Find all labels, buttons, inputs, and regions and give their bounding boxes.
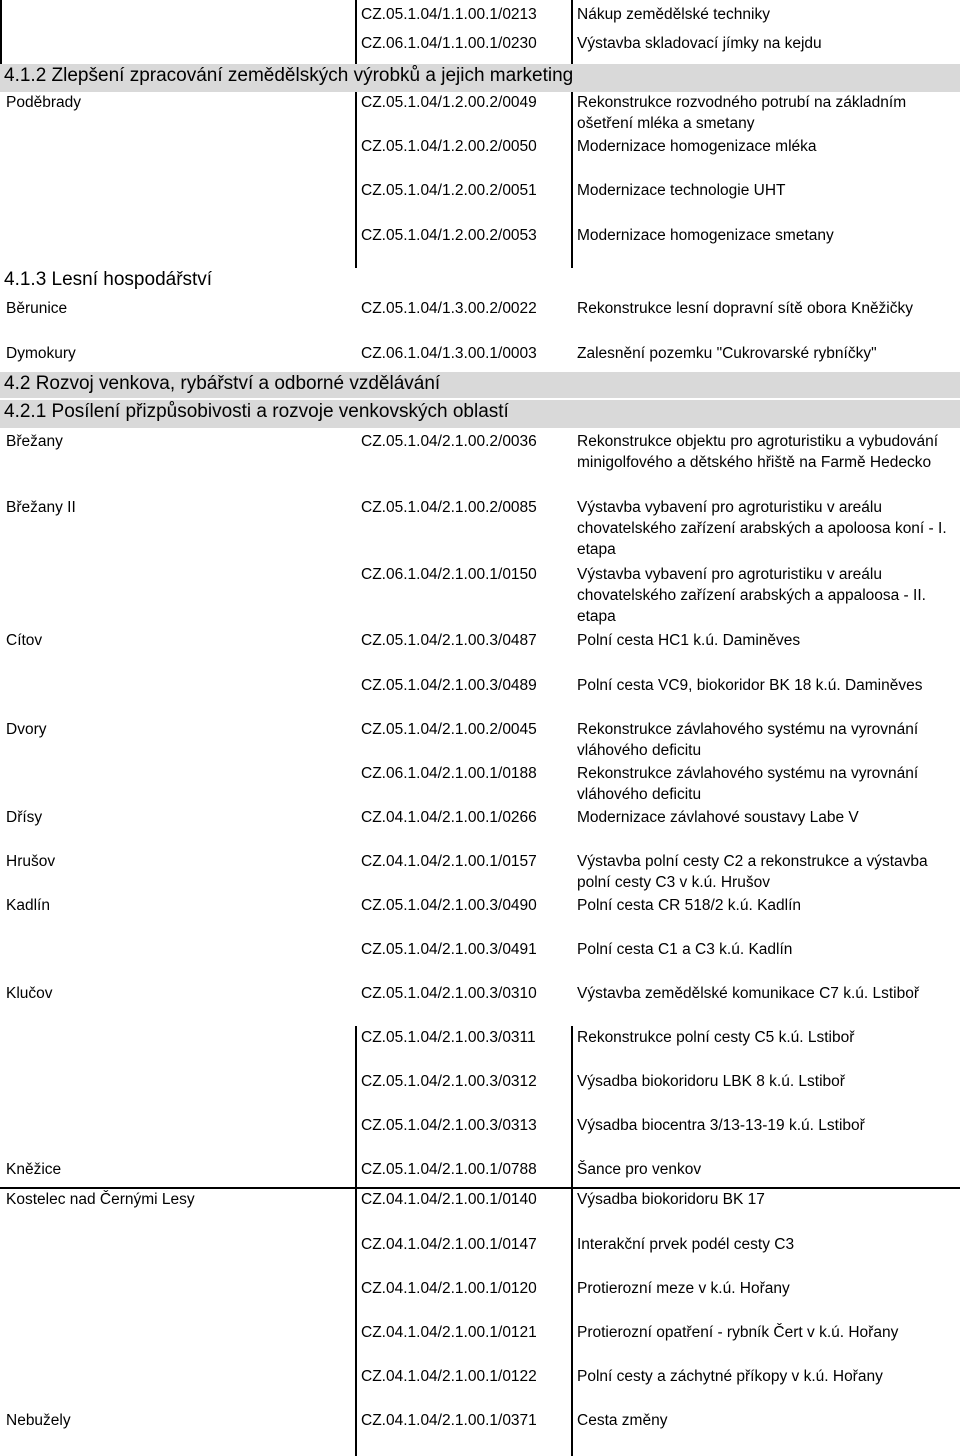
place-name: Nebužely (6, 1412, 71, 1429)
grid-line (355, 1026, 357, 1456)
place-name: Dvory (6, 721, 47, 738)
project-name: Polní cesta HC1 k.ú. Daminěves (577, 632, 801, 649)
project-name: Rekonstrukce lesní dopravní sítě obora Kněžičky (577, 300, 914, 317)
project-name: Protierozní opatření - rybník Čert v k.ú. Hořany (577, 1324, 899, 1341)
project-code: CZ.05.1.04/1.3.00.2/0022 (361, 300, 537, 317)
section-header: 4.2.1 Posílení přizpůsobivosti a rozvoje venkovských oblastí (0, 400, 960, 428)
project-code: CZ.05.1.04/2.1.00.3/0311 (361, 1029, 536, 1046)
place-name: Cítov (6, 632, 43, 649)
project-code: CZ.05.1.04/1.2.00.2/0051 (361, 182, 537, 199)
project-code: CZ.05.1.04/1.2.00.2/0049 (361, 94, 537, 111)
project-name: Nákup zemědělské techniky (577, 6, 770, 23)
section-header: 4.2 Rozvoj venkova, rybářství a odborné vzdělávání (0, 372, 960, 398)
project-name: Výstavba skladovací jímky na kejdu (577, 35, 822, 52)
section-header: 4.1.2 Zlepšení zpracování zemědělských výrobků a jejich marketing (0, 64, 960, 92)
project-code: CZ.05.1.04/1.2.00.2/0053 (361, 227, 537, 244)
project-code: CZ.05.1.04/2.1.00.1/0788 (361, 1161, 537, 1178)
project-name: Modernizace technologie UHT (577, 182, 786, 199)
project-code: CZ.06.1.04/2.1.00.1/0150 (361, 566, 537, 583)
place-name: Kadlín (6, 897, 50, 914)
section-header: 4.1.3 Lesní hospodářství (0, 268, 960, 294)
project-name: Rekonstrukce závlahového systému na vyrovnání vláhového deficitu (577, 765, 919, 803)
project-code: CZ.04.1.04/2.1.00.1/0121 (361, 1324, 537, 1341)
grid-line (571, 1026, 573, 1456)
project-name: Rekonstrukce polní cesty C5 k.ú. Lstiboř (577, 1029, 855, 1046)
project-name: Rekonstrukce rozvodného potrubí na základním ošetření mléka a smetany (577, 94, 907, 132)
place-name: Klučov (6, 985, 53, 1002)
project-name: Modernizace závlahové soustavy Labe V (577, 809, 859, 826)
project-code: CZ.05.1.04/2.1.00.3/0489 (361, 677, 537, 694)
project-code: CZ.05.1.04/2.1.00.3/0490 (361, 897, 537, 914)
project-code: CZ.04.1.04/2.1.00.1/0266 (361, 809, 537, 826)
grid-line (571, 0, 573, 64)
project-code: CZ.06.1.04/1.3.00.1/0003 (361, 345, 537, 362)
grid-line (355, 92, 357, 268)
project-code: CZ.06.1.04/2.1.00.1/0188 (361, 765, 537, 782)
project-name: Protierozní meze v k.ú. Hořany (577, 1280, 790, 1297)
project-code: CZ.05.1.04/2.1.00.3/0312 (361, 1073, 537, 1090)
project-name: Modernizace homogenizace smetany (577, 227, 834, 244)
place-name: Břežany II (6, 499, 76, 516)
grid-line (355, 0, 357, 64)
place-name: Kostelec nad Černými Lesy (6, 1191, 195, 1208)
project-code: CZ.05.1.04/2.1.00.3/0487 (361, 632, 537, 649)
project-code: CZ.05.1.04/1.1.00.1/0213 (361, 6, 537, 23)
place-name: Poděbrady (6, 94, 81, 111)
project-code: CZ.05.1.04/2.1.00.3/0313 (361, 1117, 537, 1134)
project-name: Modernizace homogenizace mléka (577, 138, 817, 155)
project-name: Polní cesta CR 518/2 k.ú. Kadlín (577, 897, 802, 914)
project-name: Rekonstrukce objektu pro agroturistiku a vybudování minigolfového a dětského hřiště na Farmě Hedecko (577, 433, 939, 471)
project-name: Polní cesta C1 a C3 k.ú. Kadlín (577, 941, 793, 958)
project-code: CZ.05.1.04/2.1.00.2/0085 (361, 499, 537, 516)
project-code: CZ.05.1.04/2.1.00.2/0036 (361, 433, 537, 450)
place-name: Dřísy (6, 809, 43, 826)
place-name: Dymokury (6, 345, 76, 362)
project-name: Polní cesty a záchytné příkopy v k.ú. Hořany (577, 1368, 883, 1385)
project-name: Výstavba vybavení pro agroturistiku v areálu chovatelského zařízení arabských a apoloosa koní - I. etapa (577, 499, 947, 558)
project-code: CZ.05.1.04/2.1.00.2/0045 (361, 721, 537, 738)
project-code: CZ.05.1.04/1.2.00.2/0050 (361, 138, 537, 155)
place-name: Hrušov (6, 853, 56, 870)
project-name: Výsadba biokoridoru LBK 8 k.ú. Lstiboř (577, 1073, 845, 1090)
project-name: Interakční prvek podél cesty C3 (577, 1236, 795, 1253)
project-code: CZ.04.1.04/2.1.00.1/0371 (361, 1412, 537, 1429)
project-name: Výstavba polní cesty C2 a rekonstrukce a výstavba polní cesty C3 v k.ú. Hrušov (577, 853, 928, 891)
project-name: Výsadba biocentra 3/13-13-19 k.ú. Lstiboř (577, 1117, 865, 1134)
project-code: CZ.04.1.04/2.1.00.1/0157 (361, 853, 537, 870)
project-name: Rekonstrukce závlahového systému na vyrovnání vláhového deficitu (577, 721, 919, 759)
project-name: Výsadba biokoridoru BK 17 (577, 1191, 765, 1208)
grid-line (0, 0, 2, 64)
project-code: CZ.05.1.04/2.1.00.3/0310 (361, 985, 537, 1002)
project-code: CZ.04.1.04/2.1.00.1/0147 (361, 1236, 537, 1253)
project-name: Šance pro venkov (577, 1161, 702, 1178)
project-name: Cesta změny (577, 1412, 668, 1429)
project-name: Výstavba vybavení pro agroturistiku v areálu chovatelského zařízení arabských a appaloosa - II. etapa (577, 566, 926, 625)
place-name: Břežany (6, 433, 63, 450)
project-code: CZ.04.1.04/2.1.00.1/0140 (361, 1191, 537, 1208)
project-code: CZ.06.1.04/1.1.00.1/0230 (361, 35, 537, 52)
grid-line (571, 92, 573, 268)
project-code: CZ.04.1.04/2.1.00.1/0122 (361, 1368, 537, 1385)
project-name: Výstavba zemědělské komunikace C7 k.ú. Lstiboř (577, 985, 920, 1002)
project-code: CZ.05.1.04/2.1.00.3/0491 (361, 941, 537, 958)
project-code: CZ.04.1.04/2.1.00.1/0120 (361, 1280, 537, 1297)
project-name: Polní cesta VC9, biokoridor BK 18 k.ú. Daminěves (577, 677, 923, 694)
place-name: Běrunice (6, 300, 68, 317)
project-name: Zalesnění pozemku "Cukrovarské rybníčky" (577, 345, 877, 362)
place-name: Kněžice (6, 1161, 62, 1178)
